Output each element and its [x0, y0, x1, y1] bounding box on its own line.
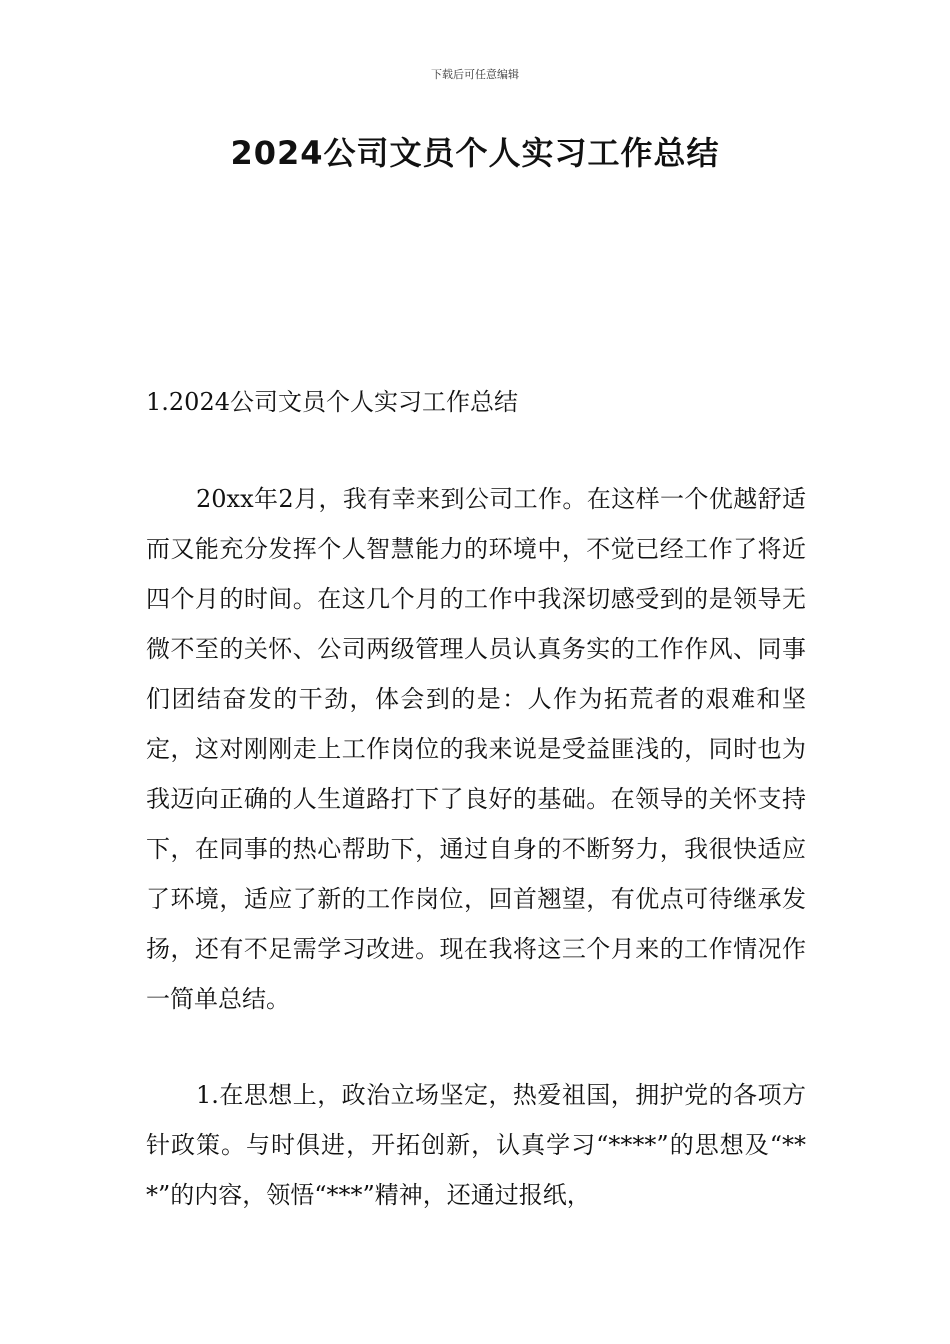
section-heading: 1.2024公司文员个人实习工作总结	[146, 388, 518, 416]
body-paragraph-2: 1.在思想上，政治立场坚定，热爱祖国，拥护党的各项方针政策。与时俱进，开拓创新，认真学习“****”的思想及“***”的内容，领悟“***”精神，还通过报纸，	[146, 1081, 806, 1209]
header-note: 下载后可任意编辑	[431, 68, 519, 81]
document-title: 2024公司文员个人实习工作总结	[230, 134, 720, 172]
body-paragraph-1: 20xx年2月，我有幸来到公司工作。在这样一个优越舒适而又能充分发挥个人智慧能力的环境中，不觉已经工作了将近四个月的时间。在这几个月的工作中我深切感受到的是领导无微不至的关怀、公司两级管理人员认真务实的工作作风、同事们团结奋发的干劲，体会到的是：人作为拓荒者的艰难和坚定，这对刚刚走上工作岗位的我来说是受益匪浅的，同时也为我迈向正确的人生道路打下了良好的基础。在领导的关怀支持下，在同事的热心帮助下，通过自身的不断努力，我很快适应了环境，适应了新的工作岗位，回首翘望，有优点可待继承发扬，还有不足需学习改进。现在我将这三个月来的工作情况作一简单总结。	[146, 485, 806, 1013]
